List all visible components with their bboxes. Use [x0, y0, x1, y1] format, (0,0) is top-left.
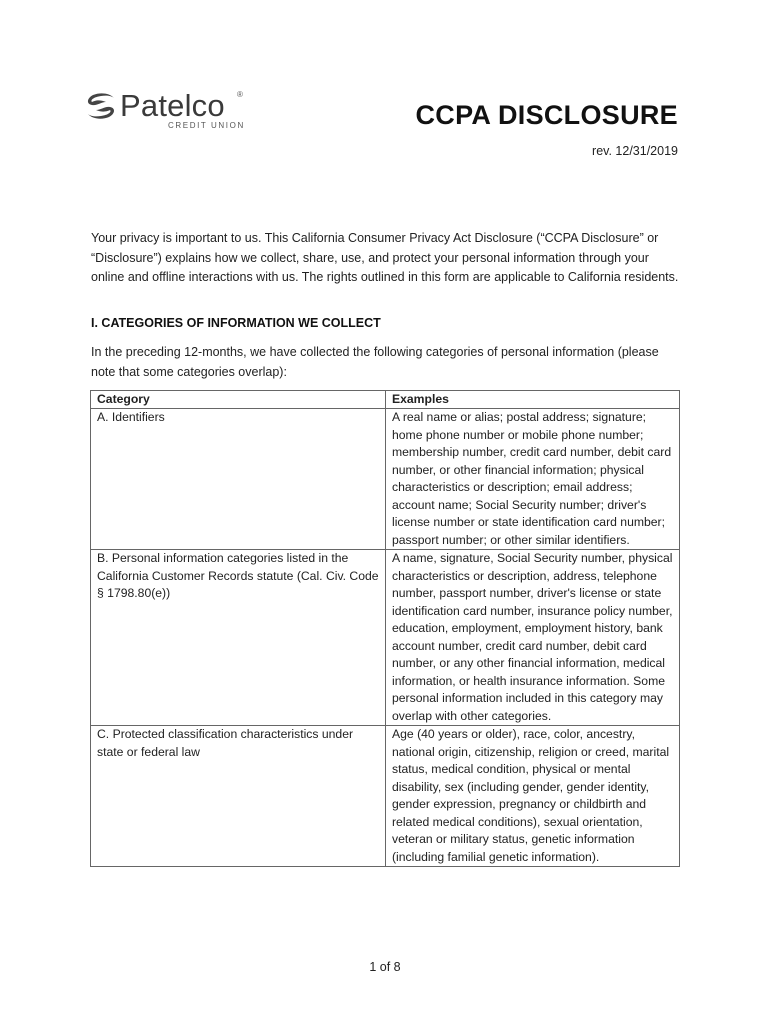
table-row	[91, 550, 680, 726]
column-header-category: Category	[91, 391, 386, 409]
categories-table	[90, 390, 680, 867]
table-row	[91, 409, 680, 550]
patelco-swirl-icon	[84, 92, 118, 120]
intro-paragraph: Your privacy is important to us. This California Consumer Privacy Act Disclosure (“CCPA Disclosure” or “Disclosure”) explains how we collect, share, use, and protect your personal information through your online and offline interactions with us. The rights outlined in this form are applicable to California residents.	[91, 231, 679, 284]
category-cell: C. Protected classification characteristics under state or federal law	[91, 726, 386, 867]
column-header-examples: Examples	[386, 391, 680, 409]
table-header-row	[91, 391, 680, 409]
patelco-logo	[84, 88, 254, 132]
registered-mark: ®	[237, 90, 243, 99]
category-cell: A. Identifiers	[91, 409, 386, 550]
revision-date: rev. 12/31/2019	[592, 144, 678, 158]
examples-cell: A real name or alias; postal address; signature; home phone number or mobile phone number; membership number, credit card number, debit card number, or other financial information; physical characteristics or description; email address; account name; Social Security number; driver's license number or state identification card number; passport number; or other similar identifiers.	[386, 409, 680, 550]
section-heading: I. CATEGORIES OF INFORMATION WE COLLECT	[91, 316, 381, 330]
category-cell: B. Personal information categories listed in the California Customer Records statute (Cal. Civ. Code § 1798.80(e))	[91, 550, 386, 726]
document-title: CCPA DISCLOSURE	[415, 100, 678, 130]
logo-subtitle: CREDIT UNION	[168, 121, 245, 130]
examples-cell: Age (40 years or older), race, color, ancestry, national origin, citizenship, religion or creed, marital status, medical condition, physical or mental disability, sex (including gender, gender identity, gender expression, pregnancy or childbirth and related medical conditions), sexual orientation, veteran or military status, genetic information (including familial genetic information).	[386, 726, 680, 867]
page-number: 1 of 8	[369, 960, 401, 974]
logo-wordmark: Patelco	[120, 88, 225, 123]
section-lead-paragraph: In the preceding 12-months, we have collected the following categories of personal information (please note that some categories overlap):	[91, 345, 659, 379]
examples-cell: A name, signature, Social Security number, physical characteristics or description, address, telephone number, passport number, driver's license or state identification card number, insurance policy number, education, employment, employment history, bank account number, credit card number, debit card number, or any other financial information, medical information, or health insurance information. Some personal information included in this category may overlap with other categories.	[386, 550, 680, 726]
table-row	[91, 726, 680, 867]
